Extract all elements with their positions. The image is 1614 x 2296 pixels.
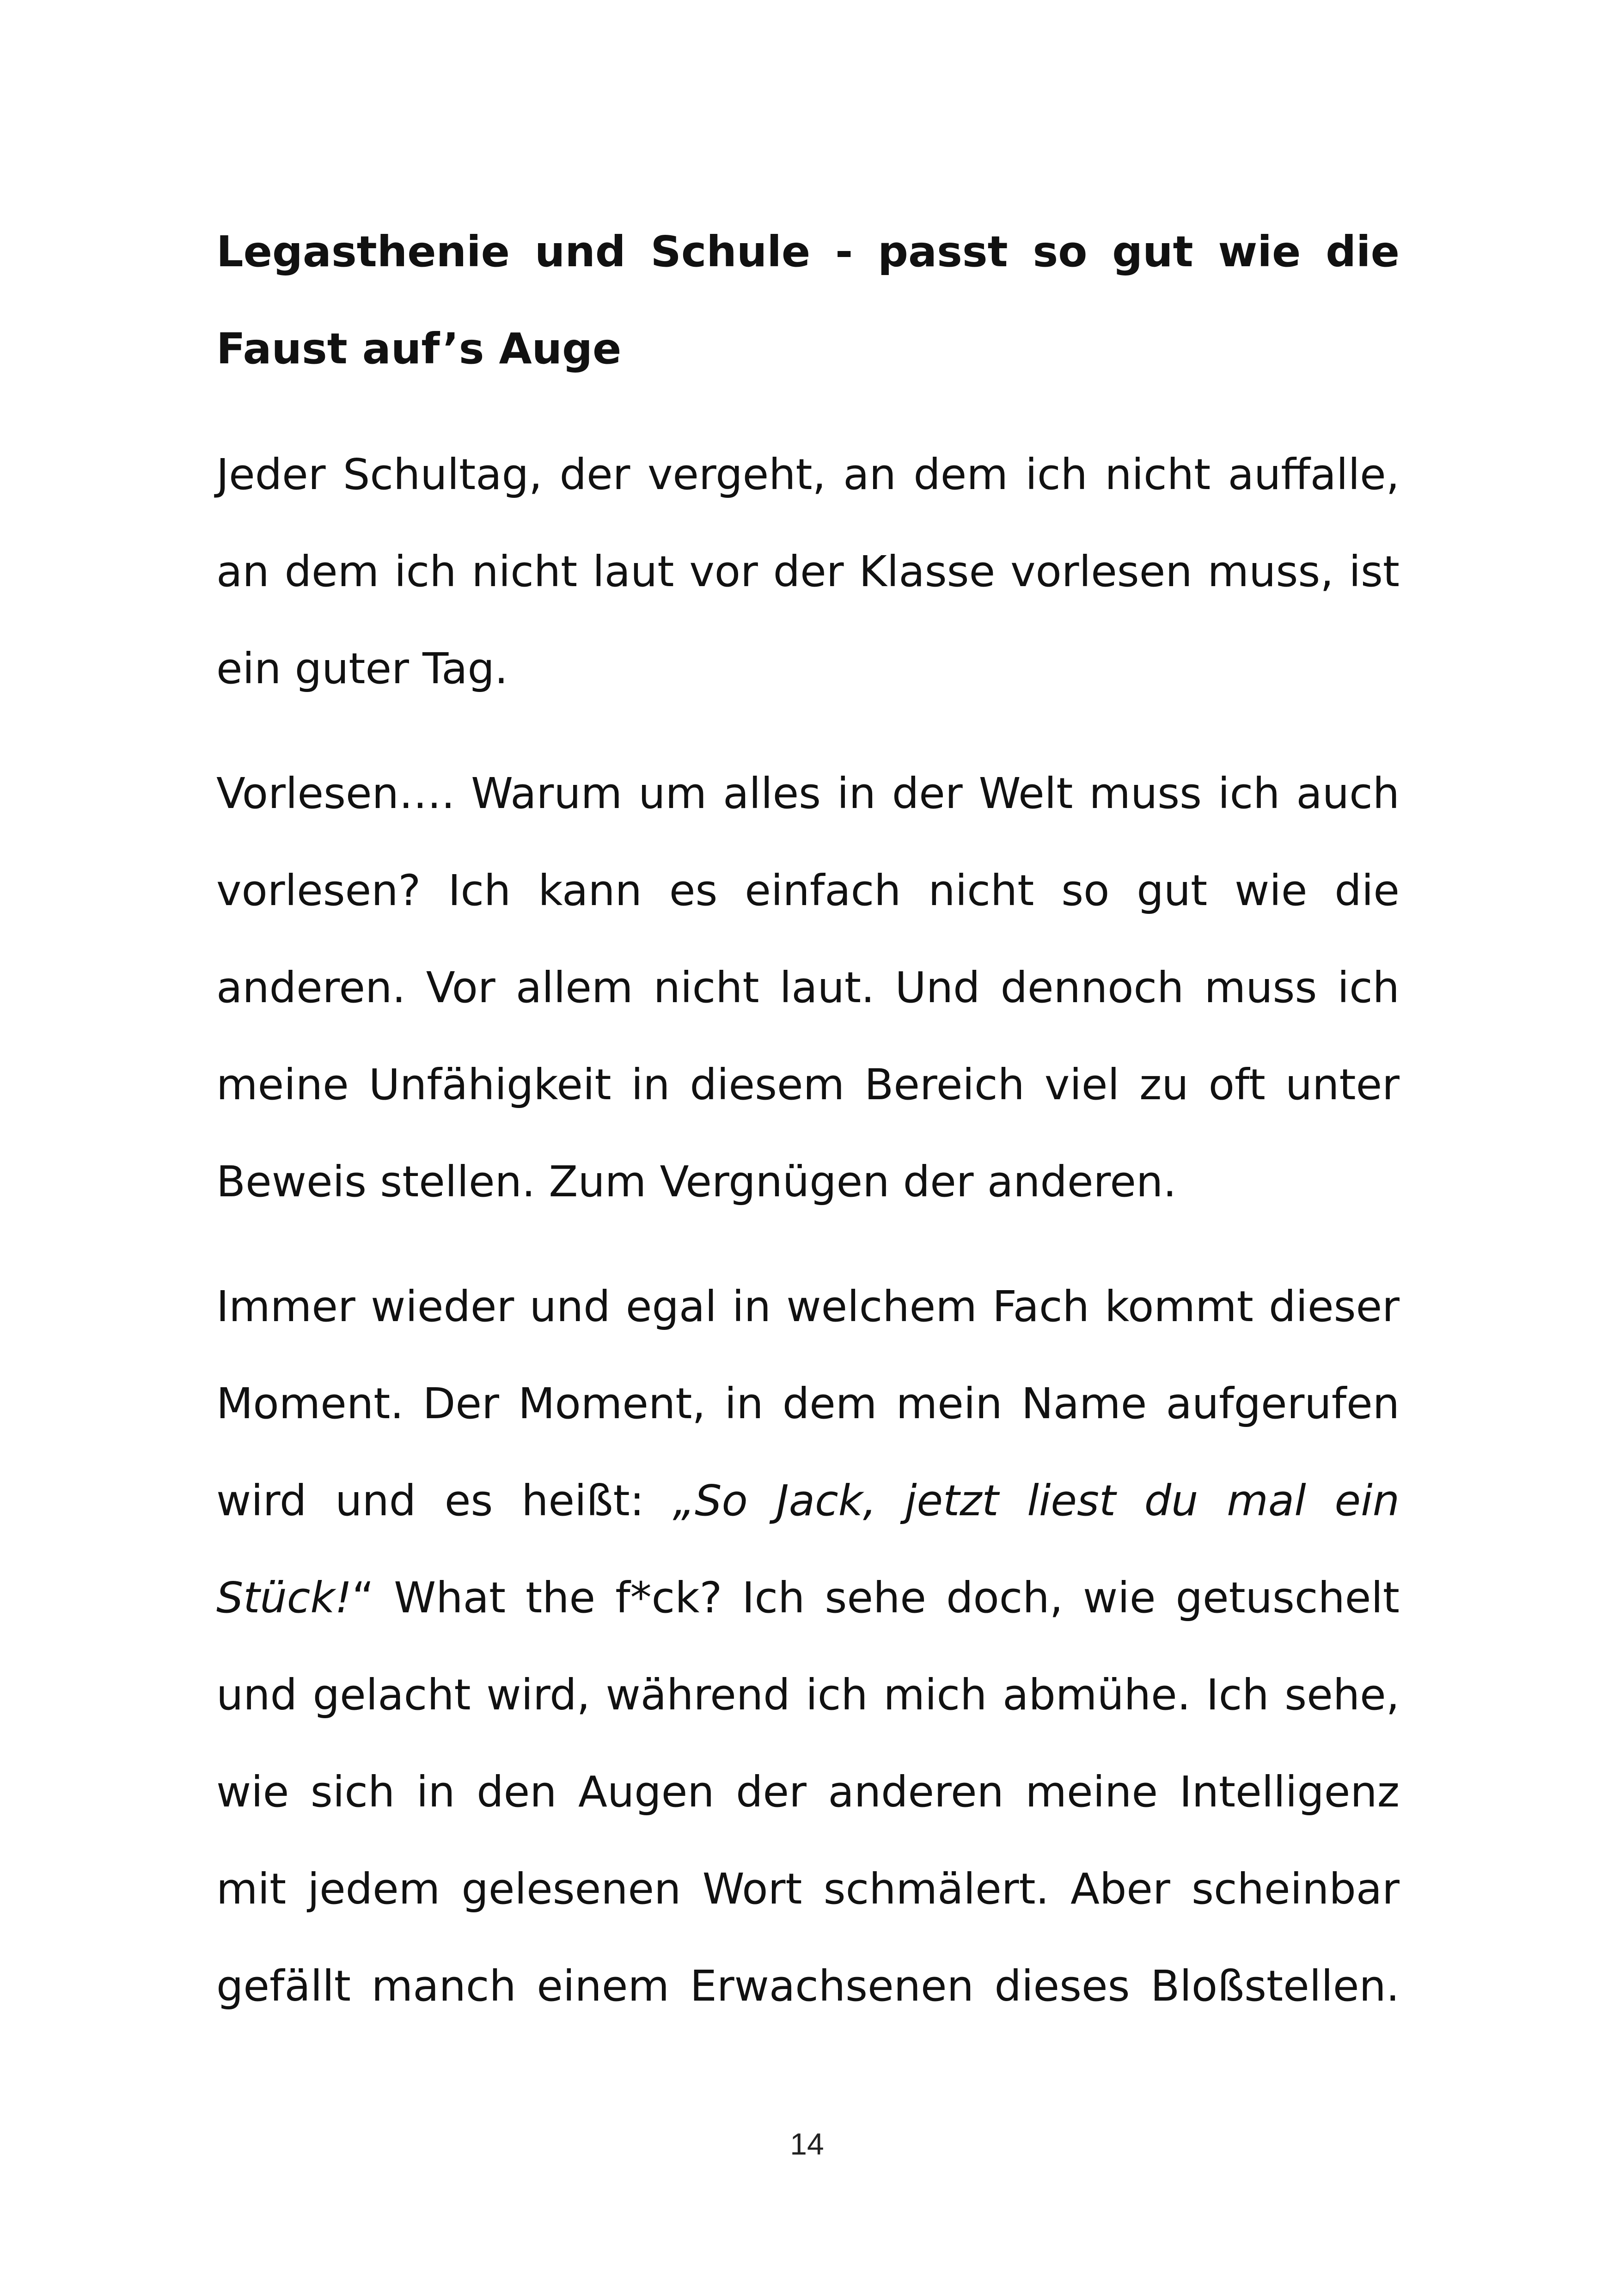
paragraph-3-text-after-quote: “ What the f*ck? Ich sehe doch, wie getuschelt und gelacht wird, während ich mich abmühe. Ich sehe, wie sich in den Augen der anderen meine Intelligenz mit jedem gelesenen Wort schmälert. Aber scheinbar gefällt manch einem Erwachsenen dieses Bloßstellen. <box>216 1573 1400 2011</box>
page-content <box>216 203 1400 2035</box>
chapter-heading: Legasthenie und Schule - passt so gut wie die Faust auf’s Auge <box>216 227 1400 373</box>
paragraph-3-text-before-quote: Immer wieder und egal in welchem Fach kommt dieser Moment. Der Moment, in dem mein Name aufgerufen wird und es heißt: <box>216 1282 1400 1525</box>
paragraph-2: Vorlesen…. Warum um alles in der Welt muss ich auch vorlesen? Ich kann es einfach nicht so gut wie die anderen. Vor allem nicht laut. Und dennoch muss ich meine Unfähigkeit in diesem Bereich viel zu oft unter Beweis stellen. Zum Vergnügen der anderen. <box>216 769 1400 1206</box>
paragraph-3-quote: „So Jack, jetzt liest du mal ein Stück! <box>216 1476 1400 1623</box>
page-number: 14 <box>790 2127 824 2161</box>
paragraph-1: Jeder Schultag, der vergeht, an dem ich nicht auffalle, an dem ich nicht laut vor der Klasse vorlesen muss, ist ein guter Tag. <box>216 450 1400 693</box>
paragraph-3 <box>216 1258 1400 2035</box>
